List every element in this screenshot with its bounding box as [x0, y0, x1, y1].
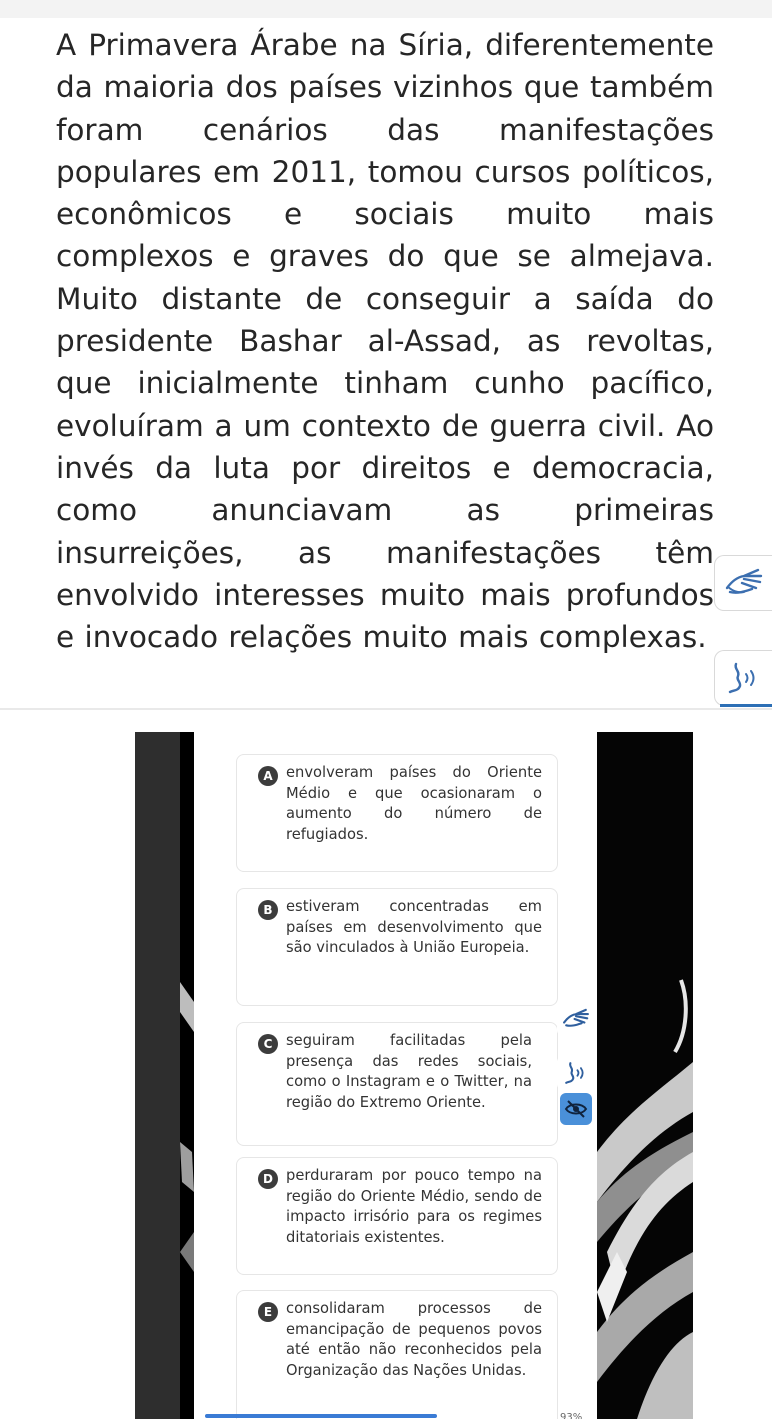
left-sidebar-bar — [135, 732, 180, 1419]
hand-sign-icon — [562, 1007, 590, 1031]
vlibras-audio-button[interactable] — [557, 1056, 595, 1090]
option-text: perduraram por pouco tempo na região do Oriente Médio, sendo de impacto irrisório para os regimes ditatoriais existentes. — [286, 1167, 542, 1246]
option-letter-badge: D — [258, 1169, 278, 1189]
options-column — [194, 732, 597, 1419]
option-card-e[interactable] — [236, 1290, 558, 1419]
progress-percent-label: 93% — [560, 1413, 583, 1419]
background-photo-right — [597, 732, 693, 1419]
option-card-d[interactable] — [236, 1157, 558, 1275]
scroll-accent-bar — [720, 704, 772, 707]
vlibras-audio-button[interactable] — [714, 650, 772, 706]
option-card-b[interactable] — [236, 888, 558, 1006]
passage-text — [56, 24, 714, 658]
progress-bar — [205, 1414, 437, 1418]
option-letter-badge: C — [258, 1034, 278, 1054]
option-letter-badge: E — [258, 1302, 278, 1322]
vlibras-hand-button[interactable] — [714, 555, 772, 611]
option-text: estiveram concentradas em países em desenvolvimento que são vinculados à União Europeia. — [286, 898, 542, 957]
passage-paragraph: A Primavera Árabe na Síria, diferentemente da maioria dos países vizinhos que também foram cenários das manifestações populares em 2011, tomou cursos políticos, econômicos e sociais muito mais complexos e graves do que se almejava. Muito distante de conseguir a saída do presidente Bashar al-Assad, as revoltas, que inicialmente tinham cunho pacífico, evoluíram a um contexto de guerra civil. Ao invés da luta por direitos e democracia, como anunciavam as primeiras insurreições, as manifestações têm envolvido interesses muito mais profundos e invocado relações muito mais complexas. — [56, 28, 714, 655]
visibility-toggle-button[interactable] — [560, 1093, 592, 1125]
option-text: seguiram facilitadas pela presença das redes sociais, como o Instagram e o Twitter, na região do Extremo Oriente. — [286, 1032, 532, 1111]
vlibras-hand-button[interactable] — [557, 1002, 595, 1036]
option-card-c[interactable] — [236, 1022, 558, 1146]
option-text: envolveram países do Oriente Médio e que ocasionaram o aumento do número de refugiados. — [286, 764, 542, 843]
option-text: consolidaram processos de emancipação de pequenos povos até então não reconhecidos pela Organização das Nações Unidas. — [286, 1300, 542, 1379]
option-card-a[interactable] — [236, 754, 558, 872]
eye-slash-icon — [564, 1099, 588, 1119]
option-letter-badge: B — [258, 900, 278, 920]
audio-speaker-icon — [562, 1060, 590, 1086]
background-photo-left — [180, 732, 194, 1419]
passage-panel — [0, 18, 772, 710]
option-letter-badge: A — [258, 766, 278, 786]
audio-speaker-icon — [724, 660, 764, 696]
options-screen — [0, 716, 772, 1419]
section-divider — [0, 708, 772, 710]
hand-sign-icon — [724, 566, 764, 600]
